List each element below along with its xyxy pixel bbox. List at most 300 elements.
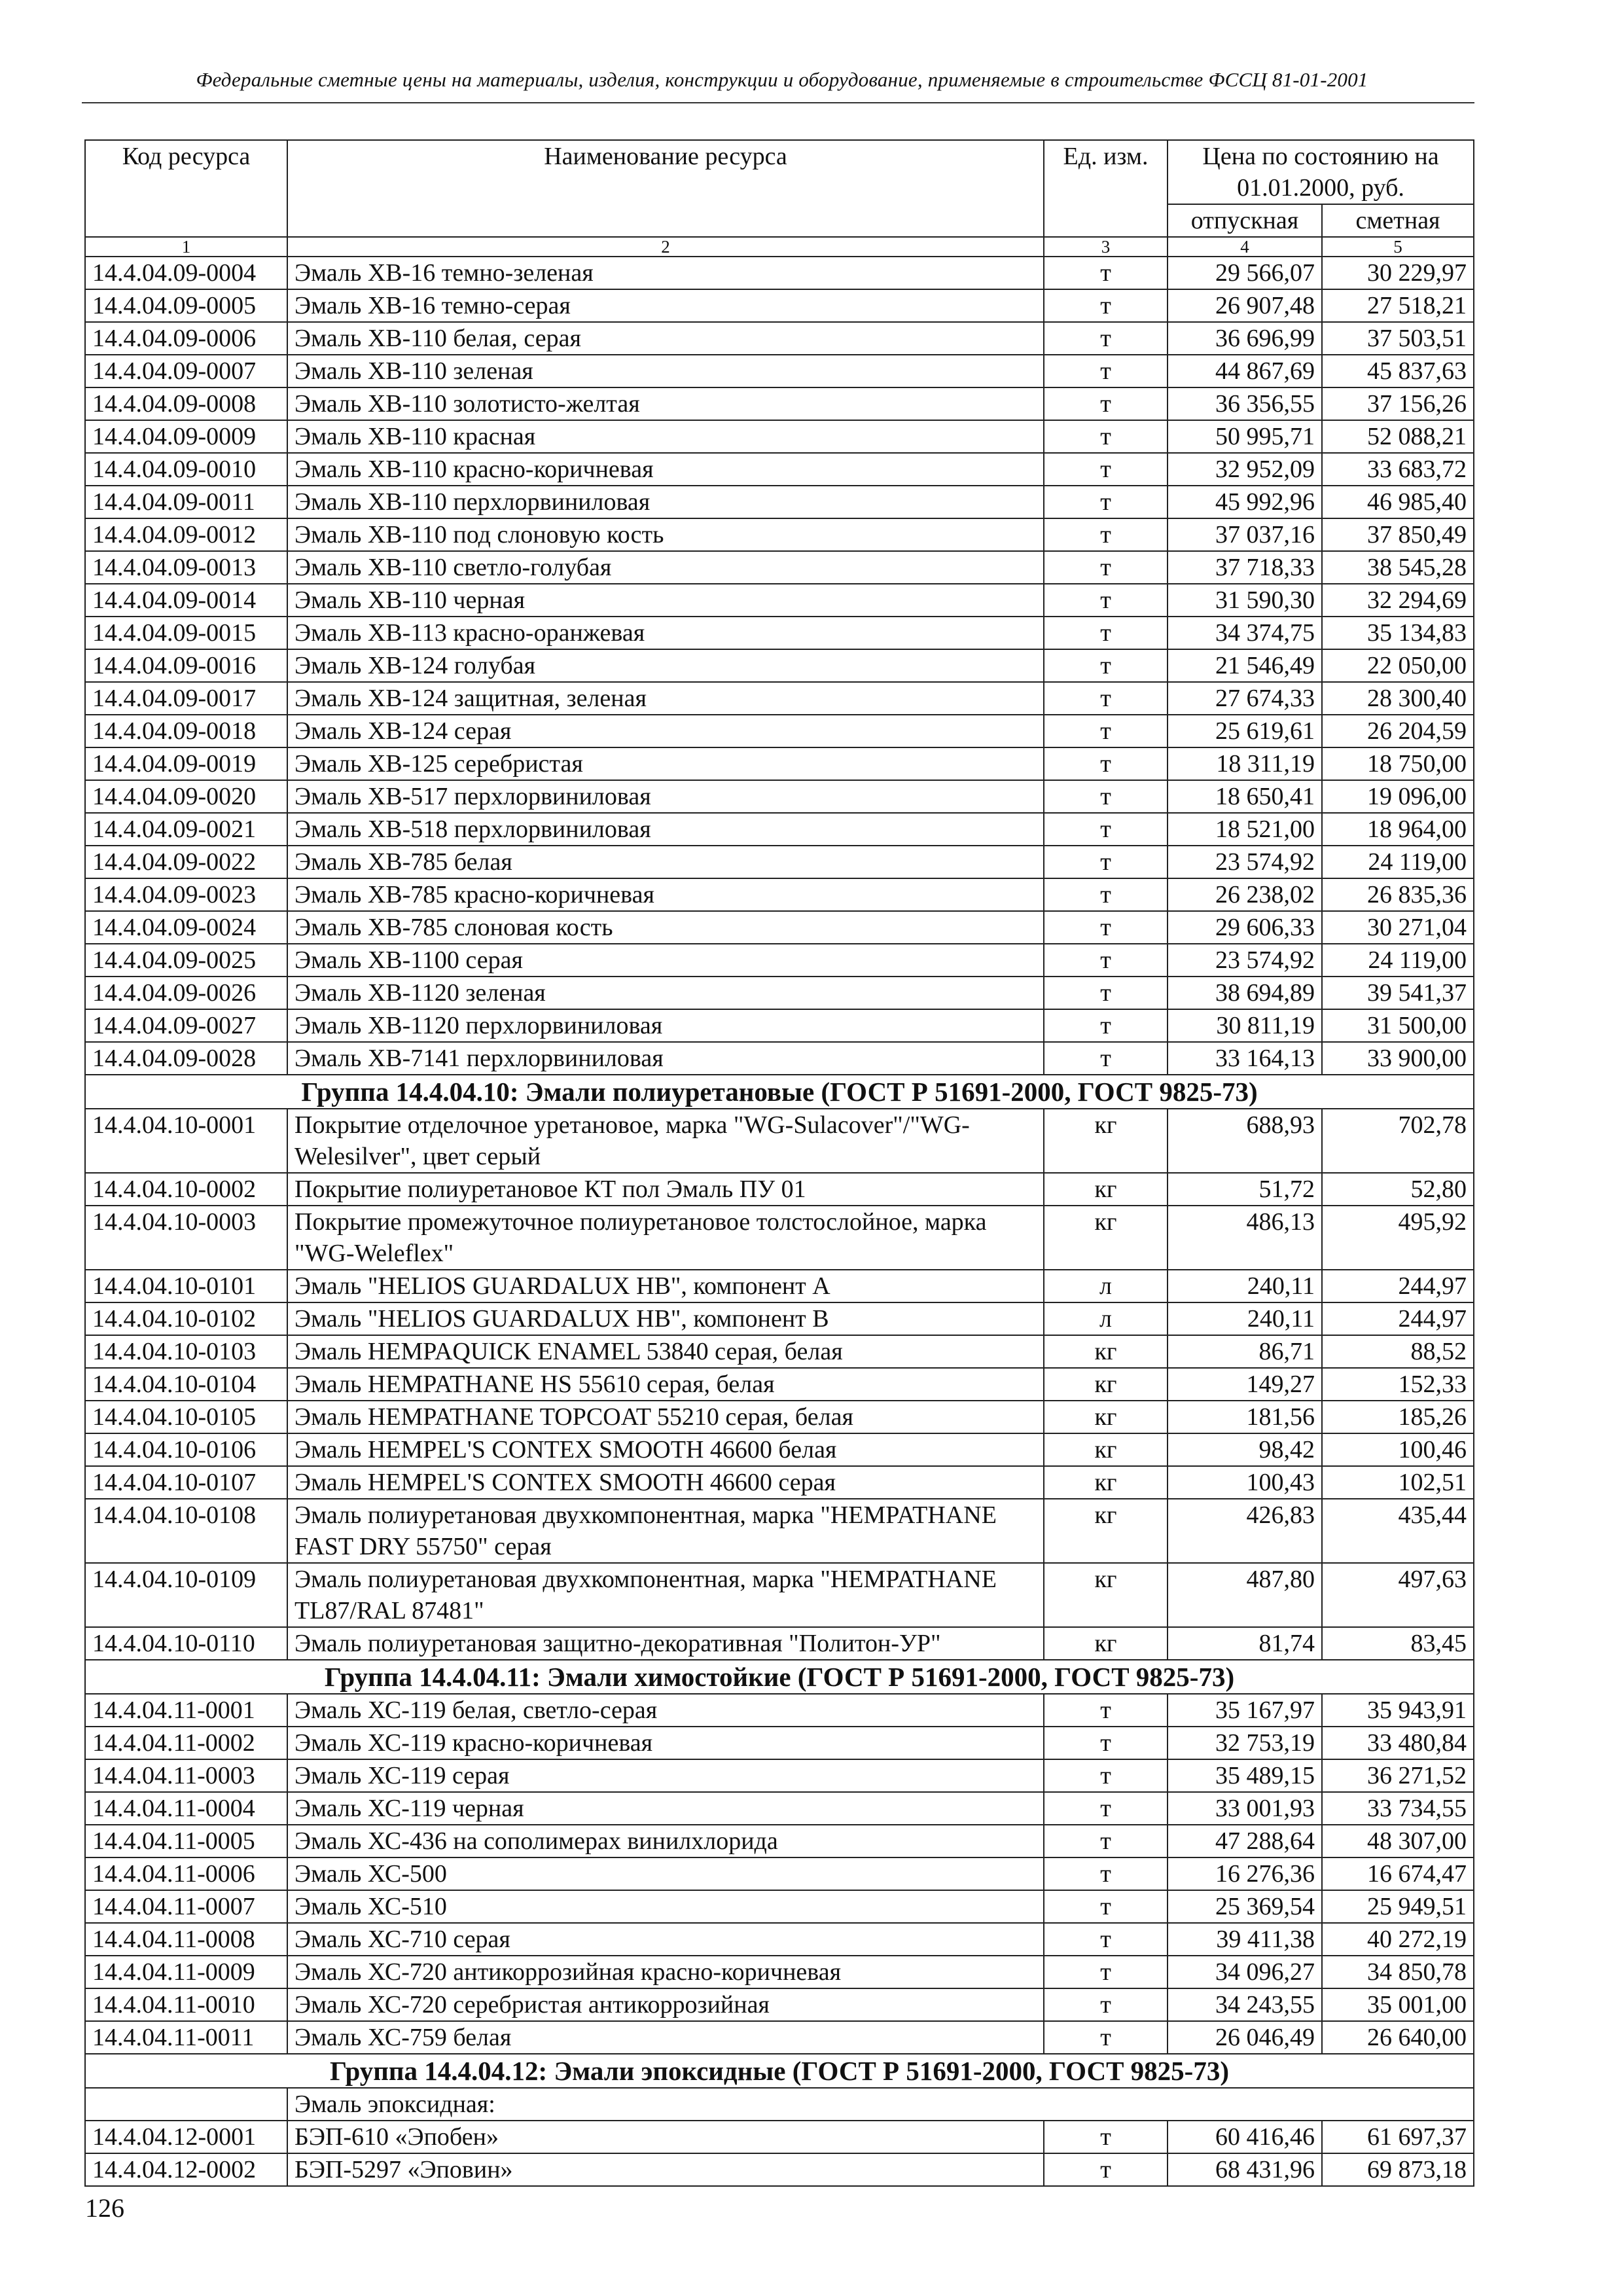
resource-name: Эмаль ХС-500	[287, 1857, 1044, 1890]
unit: т	[1044, 878, 1168, 911]
table-row	[85, 322, 1474, 355]
resource-name: Эмаль ХВ-110 золотисто-желтая	[287, 387, 1044, 420]
resource-name: Эмаль ХВ-110 перхлорвиниловая	[287, 486, 1044, 518]
col-number: 1	[85, 237, 287, 257]
table-row	[85, 1401, 1474, 1433]
column-number-row	[85, 237, 1474, 257]
estimate-price: 83,45	[1322, 1627, 1474, 1660]
estimate-price: 35 001,00	[1322, 1988, 1474, 2021]
unit: т	[1044, 355, 1168, 387]
resource-code: 14.4.04.11-0007	[85, 1890, 287, 1923]
release-price: 26 046,49	[1168, 2021, 1322, 2054]
unit: л	[1044, 1270, 1168, 1302]
resource-name: Эмаль ХВ-113 красно-оранжевая	[287, 617, 1044, 649]
resource-name: Эмаль ХВ-125 серебристая	[287, 747, 1044, 780]
resource-code: 14.4.04.09-0025	[85, 944, 287, 977]
release-price: 486,13	[1168, 1206, 1322, 1270]
table-row	[85, 387, 1474, 420]
table-row	[85, 453, 1474, 486]
release-price: 39 411,38	[1168, 1923, 1322, 1956]
resource-name: Эмаль ХВ-785 красно-коричневая	[287, 878, 1044, 911]
unit: кг	[1044, 1368, 1168, 1401]
header-row	[85, 140, 1474, 204]
estimate-price: 35 134,83	[1322, 617, 1474, 649]
resource-code: 14.4.04.10-0101	[85, 1270, 287, 1302]
release-price: 68 431,96	[1168, 2153, 1322, 2186]
resource-name: БЭП-610 «Эпобен»	[287, 2121, 1044, 2153]
col-number: 5	[1322, 237, 1474, 257]
table-row	[85, 551, 1474, 584]
release-price: 98,42	[1168, 1433, 1322, 1466]
resource-name: Эмаль ХВ-124 голубая	[287, 649, 1044, 682]
resource-code: 14.4.04.09-0006	[85, 322, 287, 355]
unit: т	[1044, 1825, 1168, 1857]
resource-name: Покрытие отделочное уретановое, марка "WG-Sulacover"/"WG- Welesilver", цвет серый	[287, 1109, 1044, 1173]
resource-code: 14.4.04.10-0001	[85, 1109, 287, 1173]
table-row	[85, 2021, 1474, 2054]
table-body	[85, 257, 1474, 2186]
unit: т	[1044, 846, 1168, 878]
release-price: 18 521,00	[1168, 813, 1322, 846]
unit: т	[1044, 1009, 1168, 1042]
estimate-price: 61 697,37	[1322, 2121, 1474, 2153]
table-row	[85, 2153, 1474, 2186]
resource-name: Эмаль ХВ-785 белая	[287, 846, 1044, 878]
table-row	[85, 1857, 1474, 1890]
header-rule	[82, 102, 1474, 103]
unit: кг	[1044, 1109, 1168, 1173]
estimate-price: 36 271,52	[1322, 1759, 1474, 1792]
resource-code: 14.4.04.09-0014	[85, 584, 287, 617]
release-price: 18 311,19	[1168, 747, 1322, 780]
resource-code: 14.4.04.11-0004	[85, 1792, 287, 1825]
resource-name: Эмаль ХВ-1120 зеленая	[287, 977, 1044, 1009]
unit: т	[1044, 387, 1168, 420]
release-price: 33 164,13	[1168, 1042, 1322, 1075]
release-price: 25 619,61	[1168, 715, 1322, 747]
release-price: 26 907,48	[1168, 289, 1322, 322]
resource-name: Эмаль ХС-720 серебристая антикоррозийная	[287, 1988, 1044, 2021]
table-row	[85, 1627, 1474, 1660]
estimate-price: 16 674,47	[1322, 1857, 1474, 1890]
resource-code: 14.4.04.10-0003	[85, 1206, 287, 1270]
release-price: 32 753,19	[1168, 1727, 1322, 1759]
resource-name: Эмаль ХВ-785 слоновая кость	[287, 911, 1044, 944]
estimate-price: 35 943,91	[1322, 1694, 1474, 1727]
resource-name: Эмаль ХВ-7141 перхлорвиниловая	[287, 1042, 1044, 1075]
resource-name: Эмаль ХВ-16 темно-серая	[287, 289, 1044, 322]
release-price: 33 001,93	[1168, 1792, 1322, 1825]
unit: кг	[1044, 1563, 1168, 1627]
resource-name: БЭП-5297 «Эповин»	[287, 2153, 1044, 2186]
table-row	[85, 649, 1474, 682]
table-row	[85, 1988, 1474, 2021]
table-row	[85, 1270, 1474, 1302]
release-price: 31 590,30	[1168, 584, 1322, 617]
release-price: 60 416,46	[1168, 2121, 1322, 2153]
table-row	[85, 257, 1474, 289]
unit: т	[1044, 1923, 1168, 1956]
unit: т	[1044, 420, 1168, 453]
estimate-price: 18 964,00	[1322, 813, 1474, 846]
unit: кг	[1044, 1206, 1168, 1270]
unit: т	[1044, 911, 1168, 944]
table-row	[85, 813, 1474, 846]
resource-code: 14.4.04.11-0002	[85, 1727, 287, 1759]
resource-code: 14.4.04.09-0021	[85, 813, 287, 846]
resource-code: 14.4.04.11-0008	[85, 1923, 287, 1956]
resource-name: Эмаль HEMPAQUICK ENAMEL 53840 серая, белая	[287, 1335, 1044, 1368]
unit: т	[1044, 1694, 1168, 1727]
resource-name: Эмаль ХВ-110 белая, серая	[287, 322, 1044, 355]
unit: т	[1044, 1727, 1168, 1759]
resource-code: 14.4.04.10-0110	[85, 1627, 287, 1660]
release-price: 29 566,07	[1168, 257, 1322, 289]
resource-code: 14.4.04.11-0010	[85, 1988, 287, 2021]
resource-name: Эмаль ХВ-110 красная	[287, 420, 1044, 453]
resource-price-table	[84, 139, 1474, 2187]
release-price: 81,74	[1168, 1627, 1322, 1660]
resource-code: 14.4.04.11-0003	[85, 1759, 287, 1792]
unit: т	[1044, 1857, 1168, 1890]
release-price: 16 276,36	[1168, 1857, 1322, 1890]
resource-code: 14.4.04.10-0002	[85, 1173, 287, 1206]
estimate-price: 32 294,69	[1322, 584, 1474, 617]
col-header-name: Наименование ресурса	[287, 140, 1044, 237]
resource-code: 14.4.04.09-0009	[85, 420, 287, 453]
estimate-price: 40 272,19	[1322, 1923, 1474, 1956]
unit: т	[1044, 977, 1168, 1009]
release-price: 426,83	[1168, 1499, 1322, 1563]
release-price: 37 037,16	[1168, 518, 1322, 551]
table-row	[85, 355, 1474, 387]
resource-code: 14.4.04.09-0007	[85, 355, 287, 387]
resource-name: Эмаль ХВ-16 темно-зеленая	[287, 257, 1044, 289]
empty-cell	[85, 2088, 287, 2121]
unit: т	[1044, 486, 1168, 518]
estimate-price: 52,80	[1322, 1173, 1474, 1206]
release-price: 29 606,33	[1168, 911, 1322, 944]
release-price: 18 650,41	[1168, 780, 1322, 813]
resource-name: Эмаль ХВ-110 зеленая	[287, 355, 1044, 387]
unit: кг	[1044, 1335, 1168, 1368]
unit: т	[1044, 649, 1168, 682]
resource-name: Эмаль полиуретановая защитно-декоративная "Политон-УР"	[287, 1627, 1044, 1660]
resource-name: Покрытие полиуретановое КТ пол Эмаль ПУ 01	[287, 1173, 1044, 1206]
unit: т	[1044, 453, 1168, 486]
release-price: 32 952,09	[1168, 453, 1322, 486]
estimate-price: 497,63	[1322, 1563, 1474, 1627]
estimate-price: 33 900,00	[1322, 1042, 1474, 1075]
release-price: 240,11	[1168, 1302, 1322, 1335]
resource-code: 14.4.04.09-0012	[85, 518, 287, 551]
resource-code: 14.4.04.09-0016	[85, 649, 287, 682]
group-title: Группа 14.4.04.10: Эмали полиуретановые (ГОСТ Р 51691-2000, ГОСТ 9825-73)	[85, 1075, 1474, 1109]
resource-name: Эмаль ХВ-1100 серая	[287, 944, 1044, 977]
release-price: 149,27	[1168, 1368, 1322, 1401]
unit: т	[1044, 1759, 1168, 1792]
col-number: 3	[1044, 237, 1168, 257]
estimate-price: 244,97	[1322, 1270, 1474, 1302]
col-number: 4	[1168, 237, 1322, 257]
subheader-label: Эмаль эпоксидная:	[287, 2088, 1474, 2121]
unit: т	[1044, 747, 1168, 780]
resource-code: 14.4.04.10-0104	[85, 1368, 287, 1401]
table-row	[85, 486, 1474, 518]
resource-code: 14.4.04.09-0005	[85, 289, 287, 322]
release-price: 181,56	[1168, 1401, 1322, 1433]
col-header-release-price: отпускная	[1168, 204, 1322, 237]
resource-name: Эмаль ХС-710 серая	[287, 1923, 1044, 1956]
unit: т	[1044, 1890, 1168, 1923]
resource-code: 14.4.04.10-0105	[85, 1401, 287, 1433]
unit: кг	[1044, 1627, 1168, 1660]
estimate-price: 18 750,00	[1322, 747, 1474, 780]
table-row	[85, 1759, 1474, 1792]
table-row	[85, 1694, 1474, 1727]
estimate-price: 26 640,00	[1322, 2021, 1474, 2054]
release-price: 35 167,97	[1168, 1694, 1322, 1727]
resource-code: 14.4.04.09-0022	[85, 846, 287, 878]
unit: т	[1044, 322, 1168, 355]
resource-code: 14.4.04.10-0107	[85, 1466, 287, 1499]
unit: кг	[1044, 1173, 1168, 1206]
estimate-price: 30 271,04	[1322, 911, 1474, 944]
unit: т	[1044, 780, 1168, 813]
release-price: 35 489,15	[1168, 1759, 1322, 1792]
table-row	[85, 977, 1474, 1009]
table-row	[85, 715, 1474, 747]
resource-name: Эмаль ХС-759 белая	[287, 2021, 1044, 2054]
table-row	[85, 780, 1474, 813]
release-price: 36 356,55	[1168, 387, 1322, 420]
release-price: 51,72	[1168, 1173, 1322, 1206]
table-row	[85, 1563, 1474, 1627]
unit: т	[1044, 2021, 1168, 2054]
estimate-price: 495,92	[1322, 1206, 1474, 1270]
table-row	[85, 1499, 1474, 1563]
estimate-price: 52 088,21	[1322, 420, 1474, 453]
release-price: 27 674,33	[1168, 682, 1322, 715]
resource-name: Эмаль ХВ-124 защитная, зеленая	[287, 682, 1044, 715]
estimate-price: 26 835,36	[1322, 878, 1474, 911]
estimate-price: 702,78	[1322, 1109, 1474, 1173]
col-header-estimate-price: сметная	[1322, 204, 1474, 237]
table-row	[85, 682, 1474, 715]
resource-name: Эмаль "HELIOS GUARDALUX HB", компонент А	[287, 1270, 1044, 1302]
estimate-price: 24 119,00	[1322, 944, 1474, 977]
resource-name: Эмаль ХС-119 белая, светло-серая	[287, 1694, 1044, 1727]
estimate-price: 435,44	[1322, 1499, 1474, 1563]
estimate-price: 88,52	[1322, 1335, 1474, 1368]
estimate-price: 26 204,59	[1322, 715, 1474, 747]
resource-code: 14.4.04.09-0020	[85, 780, 287, 813]
table-row	[85, 1890, 1474, 1923]
unit: кг	[1044, 1433, 1168, 1466]
resource-name: Покрытие промежуточное полиуретановое толстослойное, марка "WG-Weleflex"	[287, 1206, 1044, 1270]
table-row	[85, 846, 1474, 878]
release-price: 240,11	[1168, 1270, 1322, 1302]
release-price: 36 696,99	[1168, 322, 1322, 355]
estimate-price: 27 518,21	[1322, 289, 1474, 322]
estimate-price: 152,33	[1322, 1368, 1474, 1401]
release-price: 38 694,89	[1168, 977, 1322, 1009]
table-row	[85, 420, 1474, 453]
unit: т	[1044, 1792, 1168, 1825]
resource-code: 14.4.04.09-0024	[85, 911, 287, 944]
resource-code: 14.4.04.09-0015	[85, 617, 287, 649]
estimate-price: 37 850,49	[1322, 518, 1474, 551]
unit: т	[1044, 1956, 1168, 1988]
estimate-price: 34 850,78	[1322, 1956, 1474, 1988]
table-row	[85, 1433, 1474, 1466]
release-price: 26 238,02	[1168, 878, 1322, 911]
estimate-price: 38 545,28	[1322, 551, 1474, 584]
resource-code: 14.4.04.09-0019	[85, 747, 287, 780]
unit: т	[1044, 682, 1168, 715]
group-header-row	[85, 2054, 1474, 2088]
unit: л	[1044, 1302, 1168, 1335]
page-number: 126	[85, 2193, 124, 2223]
resource-name: Эмаль HEMPEL'S CONTEX SMOOTH 46600 белая	[287, 1433, 1044, 1466]
table-row	[85, 878, 1474, 911]
table-row	[85, 1042, 1474, 1075]
estimate-price: 33 480,84	[1322, 1727, 1474, 1759]
resource-code: 14.4.04.11-0006	[85, 1857, 287, 1890]
resource-code: 14.4.04.10-0108	[85, 1499, 287, 1563]
unit: т	[1044, 715, 1168, 747]
unit: т	[1044, 1988, 1168, 2021]
resource-code: 14.4.04.10-0109	[85, 1563, 287, 1627]
resource-name: Эмаль ХС-720 антикоррозийная красно-коричневая	[287, 1956, 1044, 1988]
table-row	[85, 911, 1474, 944]
resource-code: 14.4.04.09-0013	[85, 551, 287, 584]
group-header-row	[85, 1075, 1474, 1109]
release-price: 37 718,33	[1168, 551, 1322, 584]
release-price: 50 995,71	[1168, 420, 1322, 453]
release-price: 25 369,54	[1168, 1890, 1322, 1923]
release-price: 44 867,69	[1168, 355, 1322, 387]
table-row	[85, 1923, 1474, 1956]
table-row	[85, 944, 1474, 977]
resource-code: 14.4.04.10-0103	[85, 1335, 287, 1368]
resource-name: Эмаль ХВ-110 черная	[287, 584, 1044, 617]
resource-code: 14.4.04.11-0001	[85, 1694, 287, 1727]
resource-name: Эмаль ХС-119 красно-коричневая	[287, 1727, 1044, 1759]
resource-code: 14.4.04.09-0018	[85, 715, 287, 747]
release-price: 47 288,64	[1168, 1825, 1322, 1857]
table-row	[85, 1466, 1474, 1499]
table-row	[85, 1727, 1474, 1759]
unit: т	[1044, 1042, 1168, 1075]
release-price: 23 574,92	[1168, 944, 1322, 977]
table-row	[85, 1302, 1474, 1335]
resource-name: Эмаль ХС-119 черная	[287, 1792, 1044, 1825]
resource-code: 14.4.04.10-0102	[85, 1302, 287, 1335]
estimate-price: 102,51	[1322, 1466, 1474, 1499]
group-title: Группа 14.4.04.11: Эмали химостойкие (ГОСТ Р 51691-2000, ГОСТ 9825-73)	[85, 1660, 1474, 1694]
table-row	[85, 1335, 1474, 1368]
unit: т	[1044, 813, 1168, 846]
estimate-price: 185,26	[1322, 1401, 1474, 1433]
table-row	[85, 1009, 1474, 1042]
resource-name: Эмаль HEMPEL'S CONTEX SMOOTH 46600 серая	[287, 1466, 1044, 1499]
unit: т	[1044, 584, 1168, 617]
table-row	[85, 1825, 1474, 1857]
release-price: 86,71	[1168, 1335, 1322, 1368]
release-price: 34 243,55	[1168, 1988, 1322, 2021]
estimate-price: 33 734,55	[1322, 1792, 1474, 1825]
resource-code: 14.4.04.09-0028	[85, 1042, 287, 1075]
release-price: 34 096,27	[1168, 1956, 1322, 1988]
release-price: 487,80	[1168, 1563, 1322, 1627]
resource-name: Эмаль ХС-436 на сополимерах винилхлорида	[287, 1825, 1044, 1857]
resource-name: Эмаль ХВ-110 красно-коричневая	[287, 453, 1044, 486]
estimate-price: 48 307,00	[1322, 1825, 1474, 1857]
resource-code: 14.4.04.09-0004	[85, 257, 287, 289]
resource-code: 14.4.04.09-0011	[85, 486, 287, 518]
table-row	[85, 1206, 1474, 1270]
release-price: 30 811,19	[1168, 1009, 1322, 1042]
resource-code: 14.4.04.09-0017	[85, 682, 287, 715]
resource-code: 14.4.04.09-0023	[85, 878, 287, 911]
resource-name: Эмаль ХВ-1120 перхлорвиниловая	[287, 1009, 1044, 1042]
release-price: 23 574,92	[1168, 846, 1322, 878]
col-number: 2	[287, 237, 1044, 257]
table-row	[85, 1173, 1474, 1206]
table-row	[85, 1109, 1474, 1173]
resource-name: Эмаль полиуретановая двухкомпонентная, марка "HEMPATHANE FAST DRY 55750" серая	[287, 1499, 1044, 1563]
release-price: 688,93	[1168, 1109, 1322, 1173]
release-price: 34 374,75	[1168, 617, 1322, 649]
resource-code: 14.4.04.11-0011	[85, 2021, 287, 2054]
table-row	[85, 1792, 1474, 1825]
resource-code: 14.4.04.10-0106	[85, 1433, 287, 1466]
estimate-price: 19 096,00	[1322, 780, 1474, 813]
table-row	[85, 289, 1474, 322]
resource-name: Эмаль ХВ-517 перхлорвиниловая	[287, 780, 1044, 813]
estimate-price: 244,97	[1322, 1302, 1474, 1335]
unit: т	[1044, 2121, 1168, 2153]
estimate-price: 37 156,26	[1322, 387, 1474, 420]
unit: т	[1044, 257, 1168, 289]
unit: т	[1044, 551, 1168, 584]
unit: т	[1044, 617, 1168, 649]
resource-code: 14.4.04.11-0005	[85, 1825, 287, 1857]
resource-code: 14.4.04.12-0001	[85, 2121, 287, 2153]
resource-code: 14.4.04.11-0009	[85, 1956, 287, 1988]
release-price: 100,43	[1168, 1466, 1322, 1499]
subheader-row	[85, 2088, 1474, 2121]
unit: т	[1044, 2153, 1168, 2186]
estimate-price: 30 229,97	[1322, 257, 1474, 289]
estimate-price: 22 050,00	[1322, 649, 1474, 682]
release-price: 45 992,96	[1168, 486, 1322, 518]
unit: т	[1044, 289, 1168, 322]
table-row	[85, 518, 1474, 551]
estimate-price: 100,46	[1322, 1433, 1474, 1466]
table-row	[85, 1368, 1474, 1401]
resource-name: Эмаль ХВ-110 под слоновую кость	[287, 518, 1044, 551]
resource-name: Эмаль ХВ-124 серая	[287, 715, 1044, 747]
estimate-price: 37 503,51	[1322, 322, 1474, 355]
resource-name: Эмаль полиуретановая двухкомпонентная, марка "HEMPATHANE TL87/RAL 87481"	[287, 1563, 1044, 1627]
unit: кг	[1044, 1466, 1168, 1499]
resource-name: Эмаль HEMPATHANE HS 55610 серая, белая	[287, 1368, 1044, 1401]
resource-code: 14.4.04.09-0027	[85, 1009, 287, 1042]
resource-name: Эмаль ХС-119 серая	[287, 1759, 1044, 1792]
col-header-unit: Ед. изм.	[1044, 140, 1168, 237]
